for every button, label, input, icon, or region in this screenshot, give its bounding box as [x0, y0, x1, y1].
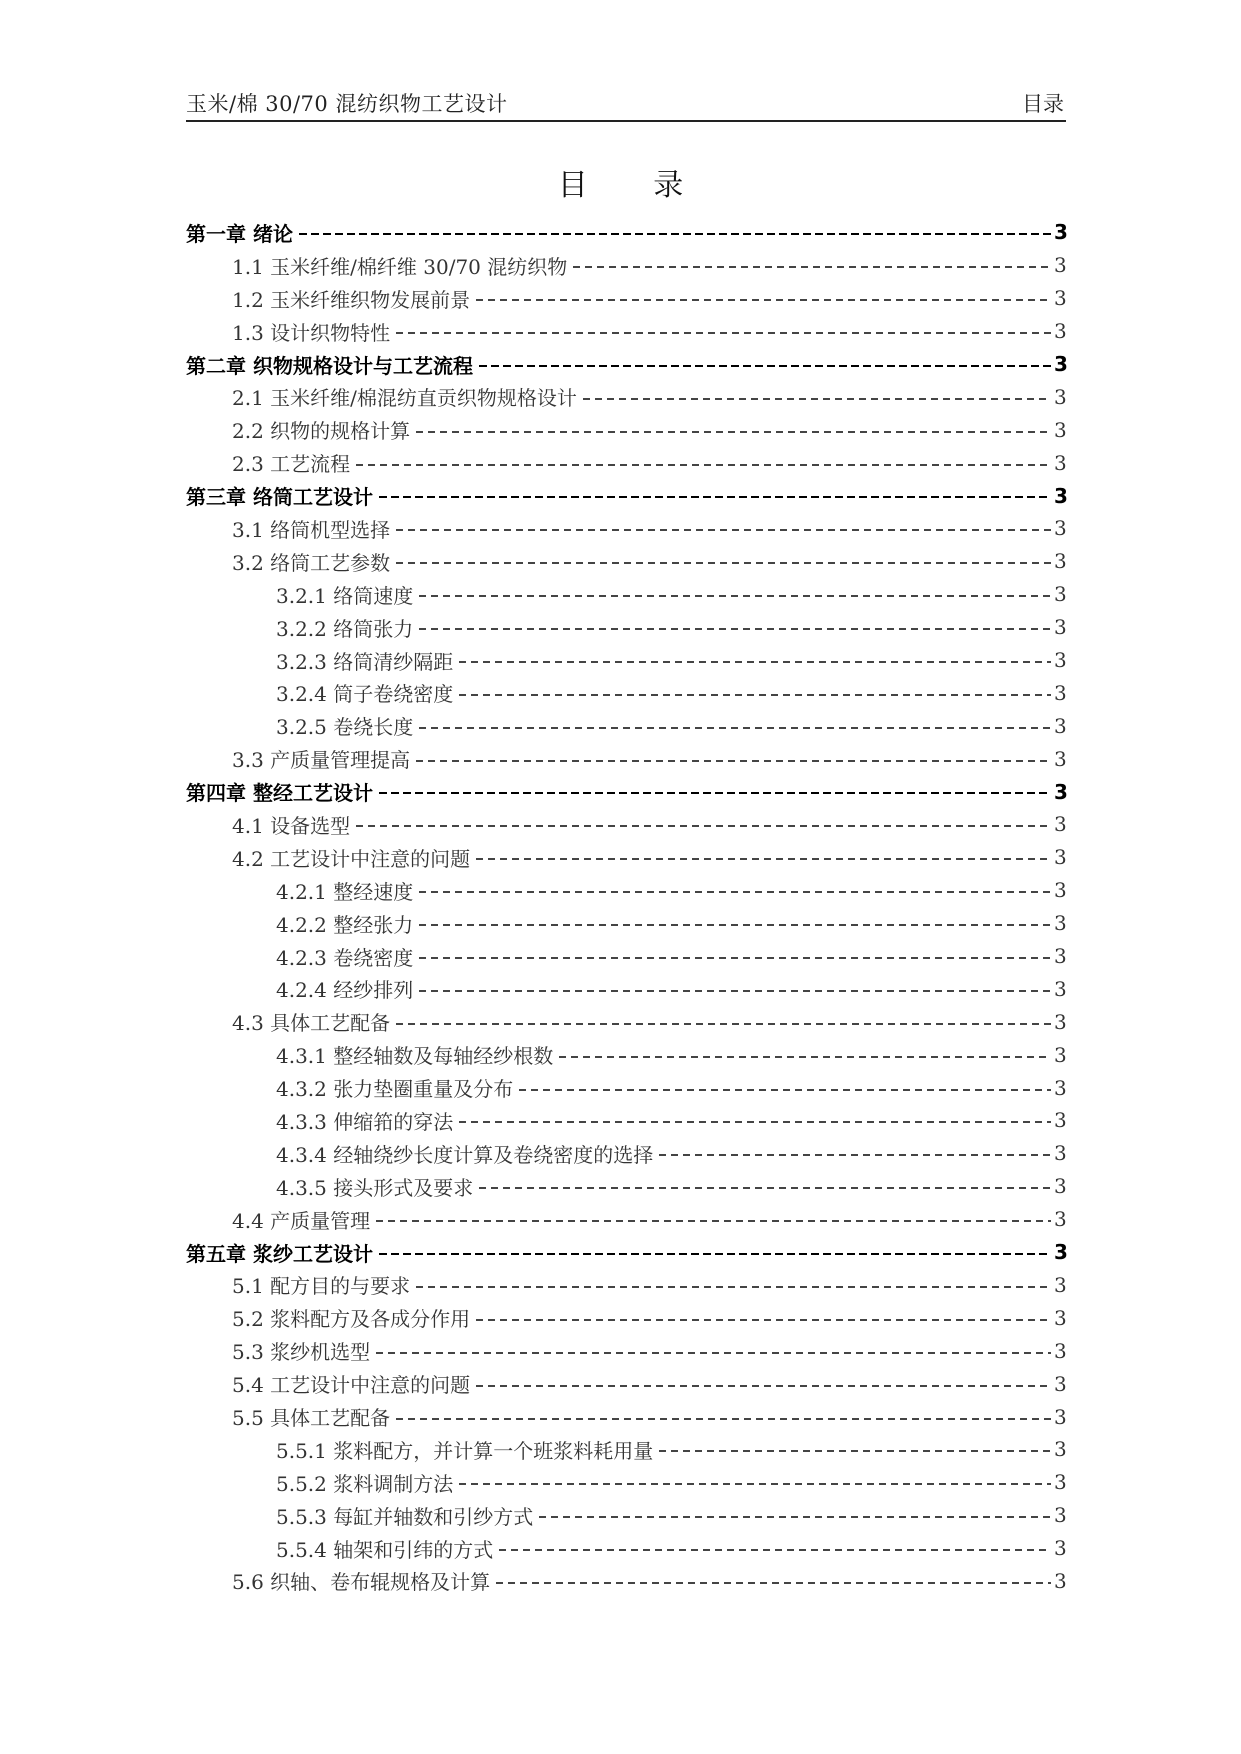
- toc-page-number: 3: [1054, 1075, 1067, 1100]
- toc-dot-leader: [459, 661, 1051, 663]
- toc-entry-title: 5.6 织轴、卷布辊规格及计算: [232, 1570, 491, 1595]
- toc-entry-title: 5.5.3 每缸并轴数和引纱方式: [276, 1504, 534, 1529]
- toc-dot-leader: [419, 727, 1051, 729]
- toc-page-number: 3: [1054, 1042, 1067, 1067]
- toc-subsection-entry[interactable]: [186, 940, 1066, 973]
- toc-entry-title: 1.2 玉米纤维织物发展前景: [232, 287, 471, 312]
- toc-section-entry[interactable]: [186, 808, 1066, 841]
- toc-section-entry[interactable]: [186, 413, 1066, 446]
- toc-dot-leader: [379, 496, 1051, 499]
- toc-dot-leader: [583, 398, 1051, 400]
- toc-entry-title: 5.5.1 浆料配方，并计算一个班浆料耗用量: [276, 1438, 654, 1463]
- toc-page-number: 3: [1054, 713, 1067, 738]
- toc-page-number: 3: [1054, 1371, 1067, 1396]
- toc-page-number: 3: [1054, 878, 1067, 903]
- toc-entry-title: 5.5.4 轴架和引纬的方式: [276, 1537, 494, 1562]
- toc-section-entry[interactable]: [186, 1334, 1066, 1367]
- toc-dot-leader: [476, 1385, 1051, 1387]
- toc-entry-title: 第一章 绪论: [186, 221, 293, 246]
- toc-section-entry[interactable]: [186, 1269, 1066, 1302]
- toc-subsection-entry[interactable]: [186, 644, 1066, 677]
- toc-section-entry[interactable]: [186, 315, 1066, 348]
- toc-page-number: 3: [1054, 1470, 1067, 1495]
- toc-dot-leader: [416, 1286, 1051, 1288]
- toc-dot-leader: [379, 792, 1051, 795]
- toc-entry-title: 3.2.2 络筒张力: [276, 616, 414, 641]
- toc-title: 目 录: [557, 168, 712, 203]
- toc-page-number: 3: [1054, 253, 1067, 278]
- toc-page-number: 3: [1054, 549, 1067, 574]
- toc-section-entry[interactable]: [186, 282, 1066, 315]
- toc-page-number: 3: [1054, 1272, 1067, 1297]
- toc-dot-leader: [659, 1154, 1051, 1156]
- toc-entry-title: 2.2 织物的规格计算: [232, 419, 411, 444]
- toc-subsection-entry[interactable]: [186, 1038, 1066, 1071]
- toc-page-number: 3: [1054, 746, 1067, 771]
- toc-page-number: 3: [1054, 1174, 1067, 1199]
- toc-page-number: 3: [1054, 1503, 1067, 1528]
- toc-entry-title: 4.3.3 伸缩筘的穿法: [276, 1109, 454, 1134]
- toc-section-entry[interactable]: [186, 841, 1066, 874]
- toc-chapter-entry[interactable]: [186, 348, 1066, 381]
- toc-page-number: 3: [1054, 812, 1067, 837]
- toc-dot-leader: [479, 365, 1051, 368]
- toc-entry-title: 4.4 产质量管理: [232, 1208, 371, 1233]
- toc-section-entry[interactable]: [186, 512, 1066, 545]
- toc-dot-leader: [519, 1089, 1051, 1091]
- toc-dot-leader: [419, 628, 1051, 630]
- toc-subsection-entry[interactable]: [186, 874, 1066, 907]
- toc-entry-title: 4.3.1 整经轴数及每轴经纱根数: [276, 1044, 554, 1069]
- toc-chapter-entry[interactable]: [186, 216, 1066, 249]
- toc-section-entry[interactable]: [186, 1367, 1066, 1400]
- toc-dot-leader: [573, 266, 1051, 268]
- toc-section-entry[interactable]: [186, 1400, 1066, 1433]
- toc-entry-title: 3.2.3 络筒清纱隔距: [276, 649, 454, 674]
- toc-entry-title: 5.4 工艺设计中注意的问题: [232, 1373, 471, 1398]
- table-of-contents: [186, 216, 1066, 1597]
- toc-subsection-entry[interactable]: [186, 1071, 1066, 1104]
- toc-dot-leader: [419, 595, 1051, 597]
- toc-dot-leader: [476, 299, 1051, 301]
- toc-entry-title: 4.3.2 张力垫圈重量及分布: [276, 1077, 514, 1102]
- toc-page-number: 3: [1054, 286, 1067, 311]
- toc-dot-leader: [539, 1516, 1051, 1518]
- toc-dot-leader: [499, 1549, 1051, 1551]
- toc-dot-leader: [396, 529, 1051, 531]
- toc-entry-title: 第四章 整经工艺设计: [186, 781, 373, 806]
- toc-dot-leader: [559, 1056, 1051, 1058]
- toc-section-entry[interactable]: [186, 1005, 1066, 1038]
- toc-page-number: 3: [1054, 417, 1067, 442]
- toc-dot-leader: [479, 1187, 1051, 1189]
- toc-entry-title: 5.1 配方目的与要求: [232, 1274, 411, 1299]
- toc-entry-title: 第二章 织物规格设计与工艺流程: [186, 353, 473, 378]
- toc-dot-leader: [396, 1023, 1051, 1025]
- toc-dot-leader: [419, 990, 1051, 992]
- toc-dot-leader: [419, 957, 1051, 959]
- toc-page-number: 3: [1054, 1108, 1067, 1133]
- toc-section-entry[interactable]: [186, 446, 1066, 479]
- toc-page-number: 3: [1054, 352, 1068, 376]
- toc-page-number: 3: [1054, 1207, 1067, 1232]
- toc-dot-leader: [356, 464, 1051, 466]
- toc-entry-title: 3.1 络筒机型选择: [232, 517, 391, 542]
- toc-page-number: 3: [1054, 450, 1067, 475]
- toc-entry-title: 1.3 设计织物特性: [232, 320, 391, 345]
- toc-dot-leader: [476, 1319, 1051, 1321]
- toc-entry-title: 3.2 络筒工艺参数: [232, 550, 391, 575]
- toc-entry-title: 3.2.1 络筒速度: [276, 583, 414, 608]
- toc-dot-leader: [396, 1418, 1051, 1420]
- toc-entry-title: 2.3 工艺流程: [232, 452, 351, 477]
- toc-entry-title: 4.3 具体工艺配备: [232, 1011, 391, 1036]
- toc-subsection-entry[interactable]: [186, 1137, 1066, 1170]
- toc-subsection-entry[interactable]: [186, 1532, 1066, 1565]
- page-header: [186, 86, 1066, 122]
- toc-dot-leader: [396, 332, 1051, 334]
- toc-section-entry[interactable]: [186, 742, 1066, 775]
- toc-dot-leader: [416, 431, 1051, 433]
- toc-dot-leader: [299, 233, 1051, 236]
- header-document-title: 玉米/棉 30/70 混纺织物工艺设计: [186, 92, 508, 116]
- toc-subsection-entry[interactable]: [186, 611, 1066, 644]
- toc-subsection-entry[interactable]: [186, 1104, 1066, 1137]
- toc-entry-title: 5.5 具体工艺配备: [232, 1406, 391, 1430]
- toc-chapter-entry[interactable]: [186, 775, 1066, 808]
- toc-section-entry[interactable]: [186, 1203, 1066, 1236]
- toc-entry-title: 第五章 浆纱工艺设计: [186, 1241, 373, 1266]
- toc-page-number: 3: [1054, 220, 1068, 245]
- toc-page-number: 3: [1054, 582, 1067, 607]
- toc-dot-leader: [459, 1121, 1051, 1123]
- toc-entry-title: 4.1 设备选型: [232, 813, 351, 838]
- toc-subsection-entry[interactable]: [186, 972, 1066, 1005]
- toc-dot-leader: [356, 825, 1051, 827]
- toc-page-number: 3: [1054, 483, 1068, 508]
- toc-dot-leader: [659, 1450, 1051, 1452]
- toc-section-entry[interactable]: [186, 545, 1066, 578]
- toc-dot-leader: [396, 562, 1051, 564]
- toc-page-number: 3: [1054, 615, 1067, 640]
- toc-entry-title: 3.3 产质量管理提高: [232, 748, 411, 773]
- toc-entry-title: 5.5.2 浆料调制方法: [276, 1471, 454, 1496]
- toc-section-entry[interactable]: [186, 1301, 1066, 1334]
- toc-entry-title: 4.2.3 卷绕密度: [276, 945, 414, 970]
- toc-entry-title: 4.2 工艺设计中注意的问题: [232, 846, 471, 871]
- toc-page-number: 3: [1054, 1305, 1067, 1330]
- toc-subsection-entry[interactable]: [186, 907, 1066, 940]
- toc-subsection-entry[interactable]: [186, 709, 1066, 742]
- toc-page-number: 3: [1054, 516, 1067, 541]
- toc-section-entry[interactable]: [186, 1565, 1066, 1598]
- toc-page-number: 3: [1054, 648, 1067, 673]
- toc-dot-leader: [376, 1352, 1051, 1354]
- toc-page-number: 3: [1054, 1568, 1067, 1593]
- toc-entry-title: 3.2.5 卷绕长度: [276, 715, 414, 740]
- toc-page-number: 3: [1054, 911, 1067, 936]
- toc-subsection-entry[interactable]: [186, 1466, 1066, 1499]
- toc-dot-leader: [496, 1582, 1051, 1584]
- toc-chapter-entry[interactable]: [186, 1236, 1066, 1269]
- toc-page-number: 3: [1054, 779, 1068, 804]
- toc-section-entry[interactable]: [186, 380, 1066, 413]
- toc-page-number: 3: [1054, 680, 1067, 705]
- toc-page-number: 3: [1054, 944, 1067, 969]
- toc-page-number: 3: [1054, 1009, 1067, 1034]
- toc-dot-leader: [419, 891, 1051, 893]
- toc-page-number: 3: [1054, 1141, 1067, 1166]
- toc-entry-title: 5.3 浆纱机选型: [232, 1340, 371, 1365]
- toc-entry-title: 3.2.4 筒子卷绕密度: [276, 682, 454, 707]
- toc-page-number: 3: [1054, 1536, 1067, 1561]
- toc-page-number: 3: [1054, 1240, 1068, 1265]
- toc-entry-title: 第三章 络筒工艺设计: [186, 485, 373, 510]
- toc-subsection-entry[interactable]: [186, 1499, 1066, 1532]
- toc-page-number: 3: [1054, 976, 1067, 1001]
- header-section-label: 目录: [1022, 92, 1064, 116]
- toc-dot-leader: [476, 858, 1051, 860]
- toc-subsection-entry[interactable]: [186, 676, 1066, 709]
- toc-entry-title: 5.2 浆料配方及各成分作用: [232, 1307, 471, 1332]
- toc-page-number: 3: [1054, 319, 1067, 344]
- toc-entry-title: 4.2.2 整经张力: [276, 912, 414, 937]
- toc-subsection-entry[interactable]: [186, 1170, 1066, 1203]
- toc-section-entry[interactable]: [186, 249, 1066, 282]
- toc-page-number: 3: [1054, 845, 1067, 870]
- toc-page-number: 3: [1054, 1404, 1067, 1429]
- toc-dot-leader: [419, 924, 1051, 926]
- toc-page-number: 3: [1054, 1338, 1067, 1363]
- toc-entry-title: 4.2.1 整经速度: [276, 879, 414, 904]
- toc-subsection-entry[interactable]: [186, 578, 1066, 611]
- toc-dot-leader: [379, 1253, 1051, 1256]
- toc-chapter-entry[interactable]: [186, 479, 1066, 512]
- toc-subsection-entry[interactable]: [186, 1433, 1066, 1466]
- toc-entry-title: 4.3.4 经轴绕纱长度计算及卷绕密度的选择: [276, 1142, 654, 1167]
- toc-dot-leader: [416, 760, 1051, 762]
- toc-dot-leader: [376, 1220, 1051, 1222]
- toc-page-number: 3: [1054, 1437, 1067, 1462]
- toc-entry-title: 4.2.4 经纱排列: [276, 978, 414, 1003]
- toc-dot-leader: [459, 694, 1051, 696]
- toc-entry-title: 2.1 玉米纤维/棉混纺直贡织物规格设计: [232, 386, 577, 411]
- toc-entry-title: 4.3.5 接头形式及要求: [276, 1175, 474, 1200]
- toc-entry-title: 1.1 玉米纤维/棉纤维 30/70 混纺织物: [232, 254, 568, 279]
- toc-dot-leader: [459, 1483, 1051, 1485]
- toc-page-number: 3: [1054, 384, 1067, 409]
